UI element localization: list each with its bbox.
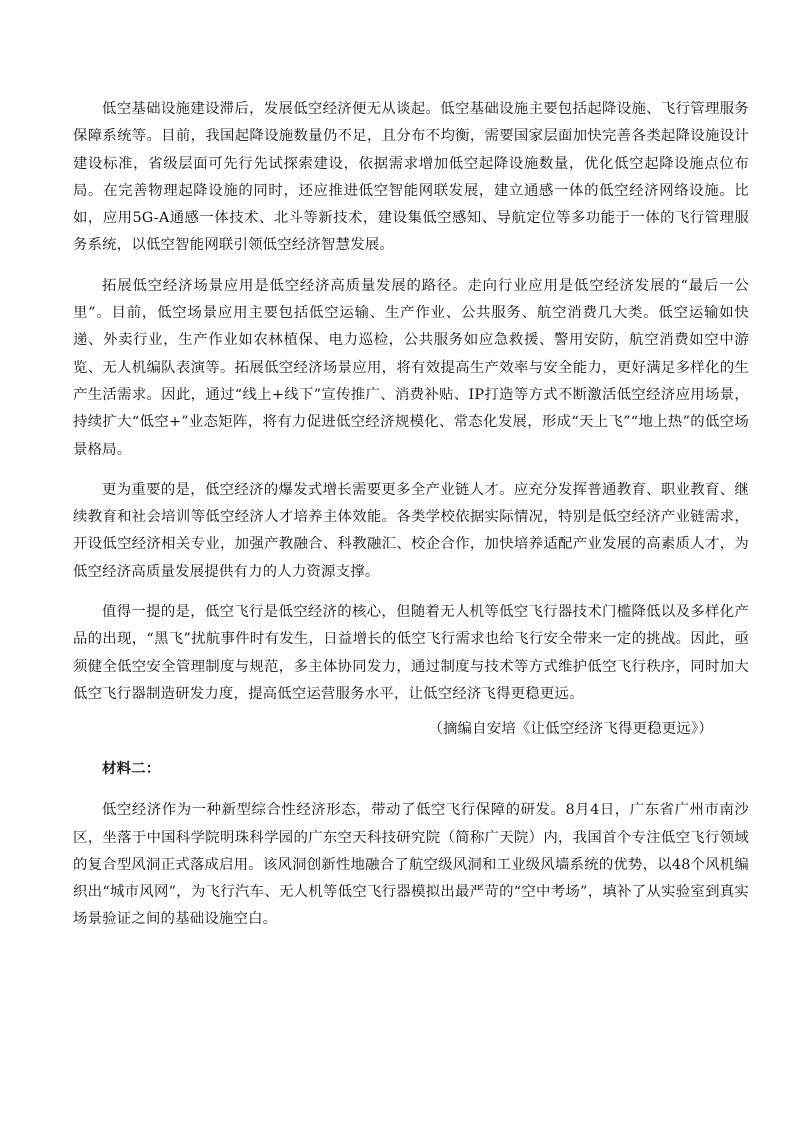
paragraph-wind-tunnel: 低空经济作为一种新型综合性经济形态，带动了低空飞行保障的研发。8月4日，广东省广州市南沙区，坐落于中国科学院明珠科学园的广东空天科技研究院（简称广天院）内，我国首个专注低空飞行领域的复合型风洞正式落成启用。该风洞创新性地融合了航空级风洞和工业级风墙系统的优势，以48个风机编织出“城市风网”，为飞行汽车、无人机等低空飞行器模拟出最严苛的“空中考场”，填补了从实验室到真实场景验证之间的基础设施空白。 (73, 802, 749, 928)
material-two-heading: 材料二： (102, 760, 161, 778)
paragraph-infrastructure: 低空基础设施建设滞后，发展低空经济便无从谈起。低空基础设施主要包括起降设施、飞行管理服务保障系统等。目前，我国起降设施数量仍不足，且分布不均衡，需要国家层面加快完善各类起降设施设计建设标准，省级层面可先行先试探索建设，依据需求增加低空起降设施数量，优化低空起降设施点位布局。在完善物理起降设施的同时，还应推进低空智能网联发展，建立通感一体的低空经济网络设施。比如，应用5G-A通感一体技术、北斗等新技术，建设集低空感知、导航定位等多功能于一体的飞行管理服务系统，以低空智能网联引领低空经济智慧发展。 (73, 101, 749, 254)
document-page (73, 96, 749, 934)
paragraph-safety: 值得一提的是，低空飞行是低空经济的核心，但随着无人机等低空飞行器技术门槛降低以及多样化产品的出现，“黑飞”扰航事件时有发生，日益增长的低空飞行需求也给飞行安全带来一定的挑战。因此，亟须健全低空安全管理制度与规范，多主体协同发力，通过制度与技术等方式维护低空飞行秩序，同时加大低空飞行器制造研发力度，提高低空运营服务水平，让低空经济飞得更稳更远。 (73, 604, 749, 702)
paragraph-scenarios: 拓展低空经济场景应用是低空经济高质量发展的路径。走向行业应用是低空经济发展的“最后一公里”。目前，低空场景应用主要包括低空运输、生产作业、公共服务、航空消费几大类。低空运输如快递、外卖行业，生产作业如农林植保、电力巡检，公共服务如应急救援、警用安防，航空消费如空中游览、无人机编队表演等。拓展低空经济场景应用，将有效提高生产效率与安全能力，更好满足多样化的生产生活需求。因此，通过“线上+线下”宣传推广、消费补贴、IP打造等方式不断激活低空经济应用场景，持续扩大“低空+”业态矩阵，将有力促进低空经济规模化、常态化发展，形成“天上飞”“地上热”的低空场景格局。 (73, 277, 749, 458)
source-citation: （摘编自安培《让低空经济飞得更稳更远》） (428, 721, 713, 738)
paragraph-talent: 更为重要的是，低空经济的爆发式增长需要更多全产业链人才。应充分发挥普通教育、职业教育、继续教育和社会培训等低空经济人才培养主体效能。各类学校依据实际情况，特别是低空经济产业链需求，开设低空经济相关专业，加强产教融合、科教融汇、校企合作，加快培养适配产业发展的高素质人才，为低空经济高质量发展提供有力的人力资源支撑。 (73, 481, 749, 580)
